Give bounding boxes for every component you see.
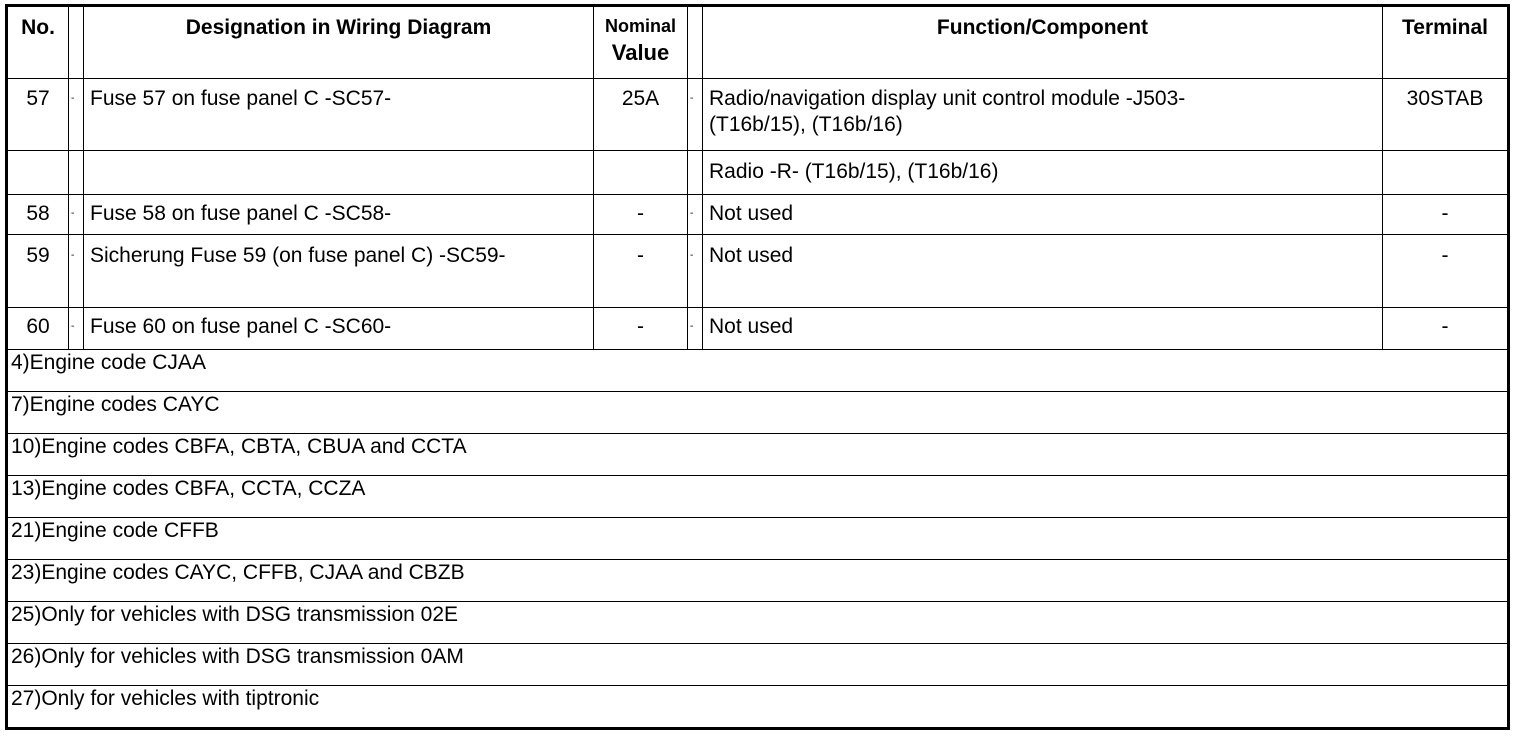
footnote-row [8,602,1508,644]
row-no [8,151,69,195]
header-spacer [69,7,84,79]
footnote: 26)Only for vehicles with DSG transmission 0AM [8,644,1508,686]
header-terminal: Terminal [1383,7,1508,79]
table-row [8,195,1508,235]
table-row [8,79,1508,151]
footnote-row [8,434,1508,476]
row-designation: Fuse 57 on fuse panel C -SC57- [84,79,594,151]
row-terminal: - [1383,235,1508,308]
row-terminal: - [1383,195,1508,235]
row-function: Radio -R- (T16b/15), (T16b/16) [703,151,1383,195]
footnote: 10)Engine codes CBFA, CBTA, CBUA and CCTA [8,434,1508,476]
header-nominal-line1: Nominal [604,16,676,36]
row-function: Not used [703,195,1383,235]
table-header-row [8,7,1508,79]
row-function-line1: Radio/navigation display unit control module -J503- [709,87,1186,110]
footnote-row [8,644,1508,686]
row-no: 59 [8,235,69,308]
footnote: 4)Engine code CJAA [8,350,1508,392]
row-terminal: 30STAB [1383,79,1508,151]
row-nominal: - [594,308,688,350]
table-row [8,235,1508,308]
footnote-row [8,476,1508,518]
footnote-row [8,560,1508,602]
footnote: 27)Only for vehicles with tiptronic [8,686,1508,728]
footnote-row [8,350,1508,392]
row-designation: Sicherung Fuse 59 (on fuse panel C) -SC59- [84,235,594,308]
header-spacer-2 [688,7,703,79]
row-designation: Fuse 60 on fuse panel C -SC60- [84,308,594,350]
table-row [8,308,1508,350]
row-function: Not used [703,308,1383,350]
row-dot-2: - [688,308,703,350]
footnote-row [8,686,1508,728]
row-nominal: - [594,235,688,308]
row-function-line2: (T16b/15), (T16b/16) [709,113,903,136]
row-terminal: - [1383,308,1508,350]
header-no: No. [8,7,69,79]
header-nominal-line2: Value [611,40,670,65]
footnote-row [8,518,1508,560]
row-dot: - [69,79,84,151]
row-no: 58 [8,195,69,235]
row-nominal [594,151,688,195]
row-dot: - [69,235,84,308]
row-designation [84,151,594,195]
row-dot [69,151,84,195]
header-function: Function/Component [703,7,1383,79]
fuse-table [7,6,1508,728]
footnote-row [8,392,1508,434]
row-dot-2: - [688,235,703,308]
row-nominal: - [594,195,688,235]
header-nominal-value [594,7,688,79]
row-nominal: 25A [594,79,688,151]
row-dot-2: - [688,195,703,235]
row-function: Not used [703,235,1383,308]
row-dot: - [69,195,84,235]
footnote: 25)Only for vehicles with DSG transmission 02E [8,602,1508,644]
table-row [8,151,1508,195]
footnote: 7)Engine codes CAYC [8,392,1508,434]
row-dot-2 [688,151,703,195]
row-no: 60 [8,308,69,350]
row-dot: - [69,308,84,350]
footnote: 21)Engine code CFFB [8,518,1508,560]
row-terminal [1383,151,1508,195]
row-no: 57 [8,79,69,151]
row-designation: Fuse 58 on fuse panel C -SC58- [84,195,594,235]
footnote: 23)Engine codes CAYC, CFFB, CJAA and CBZB [8,560,1508,602]
header-designation: Designation in Wiring Diagram [84,7,594,79]
footnote: 13)Engine codes CBFA, CCTA, CCZA [8,476,1508,518]
row-dot-2: - [688,79,703,151]
row-function [703,79,1383,151]
